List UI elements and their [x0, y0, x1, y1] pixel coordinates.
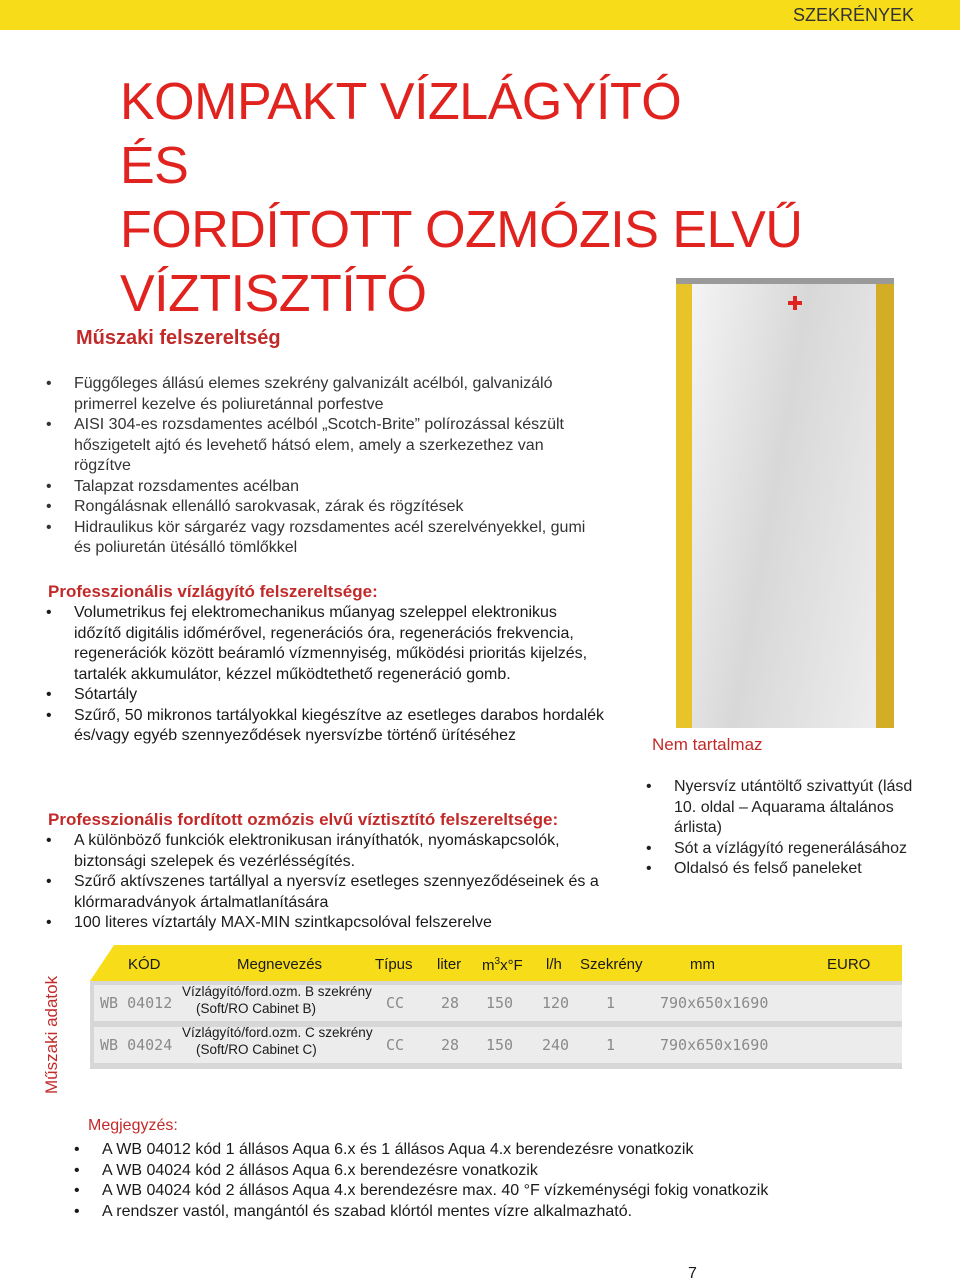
cell-name-line2: (Soft/RO Cabinet B): [196, 1001, 317, 1016]
col-header-type: Típus: [375, 956, 413, 973]
cell-code: WB 04024: [100, 1036, 173, 1054]
list-item: • Szűrő aktívszenes tartállyal a nyersvíz esetleges szennyeződéseinek és a klórmaradványok ártalmatlanítására: [46, 872, 606, 913]
section-label: SZEKRÉNYEK: [792, 5, 914, 25]
table-header: [90, 945, 902, 981]
cell-liter: 28: [441, 994, 460, 1012]
cell-capacity: 150: [486, 994, 514, 1012]
list-item: • A különböző funkciók elektronikusan irányíthatók, nyomáskapcsolók, biztonsági szelepek és vezérlésségítés.: [46, 831, 606, 872]
list-item: • Talapzat rozsdamentes acélban: [46, 477, 586, 498]
tech-equipment-heading: Műszaki felszereltség: [76, 327, 281, 349]
list-item: • Sót a vízlágyító regenerálásához: [646, 839, 916, 860]
not-included-list: [646, 777, 916, 880]
col-header-liter: liter: [437, 956, 462, 973]
list-item: • 100 literes víztartály MAX-MIN szintkapcsolóval felszerelve: [46, 913, 606, 934]
cell-cabinet: 1: [606, 1036, 616, 1054]
ro-list: [46, 831, 606, 934]
cell-type: CC: [386, 994, 405, 1012]
softener-heading: Professzionális vízlágyító felszereltsége:: [48, 582, 378, 601]
tech-data-vertical-label: Műszaki adatok: [42, 975, 61, 1094]
page-number: 7: [688, 1265, 697, 1282]
notes-list: [74, 1140, 894, 1222]
cell-name-line1: Vízlágyító/ford.ozm. B szekrény: [182, 984, 372, 999]
cabinet-side-frame: [676, 278, 692, 728]
col-header-name: Megnevezés: [237, 956, 323, 973]
col-header-flow: l/h: [546, 956, 562, 973]
title-line-1: KOMPAKT VÍZLÁGYÍTÓ: [120, 73, 682, 131]
cell-flow: 120: [542, 994, 570, 1012]
col-header-mm: mm: [690, 956, 715, 973]
cell-cabinet: 1: [606, 994, 616, 1012]
cell-liter: 28: [441, 1036, 460, 1054]
cell-mm: 790x650x1690: [660, 1036, 769, 1054]
list-item: • Hidraulikus kör sárgaréz vagy rozsdamentes acél szerelvényekkel, gumi és poliuretán ütésálló tömlőkkel: [46, 518, 586, 559]
list-item: • Oldalsó és felső paneleket: [646, 859, 916, 880]
cell-name-line2: (Soft/RO Cabinet C): [196, 1042, 317, 1057]
list-item: • A WB 04024 kód 2 állásos Aqua 4.x berendezésre max. 40 °F vízkeménységi fokig vonatkozik: [74, 1181, 894, 1202]
col-header-cabinet: Szekrény: [580, 956, 643, 973]
ro-heading: Professzionális fordított ozmózis elvű víztisztító felszereltsége:: [48, 810, 559, 829]
list-item: • Sótartály: [46, 685, 606, 706]
cabinet-image: [676, 278, 894, 728]
col-header-capacity: $m^3x^\circ F$: [482, 956, 523, 974]
not-included-heading: Nem tartalmaz: [652, 735, 763, 754]
list-item: • A WB 04012 kód 1 állásos Aqua 6.x és 1 állásos Aqua 4.x berendezésre vonatkozik: [74, 1140, 894, 1161]
list-item: • Függőleges állású elemes szekrény galvanizált acélból, galvanizáló primerrel kezelve és poliuretánnal porfestve: [46, 374, 586, 415]
col-header-code: KÓD: [128, 956, 161, 973]
cell-type: CC: [386, 1036, 405, 1054]
first-aid-cross-icon: [788, 296, 802, 310]
spec-table: [90, 945, 902, 1069]
tech-equipment-list: [46, 374, 586, 559]
list-item: • AISI 304-es rozsdamentes acélból „Scotch-Brite” polírozással készült hőszigetelt ajtó és levehető hátsó elem, amely a szerkezethez van rögzítve: [46, 415, 586, 477]
cell-capacity: 150: [486, 1036, 514, 1054]
col-header-euro: EURO: [827, 956, 871, 973]
title-line-3: FORDÍTOTT OZMÓZIS ELVŰ: [120, 201, 803, 259]
cabinet-door: [692, 284, 876, 728]
softener-list: [46, 603, 606, 747]
cell-name-line1: Vízlágyító/ford.ozm. C szekrény: [182, 1025, 373, 1040]
list-item: • Szűrő, 50 mikronos tartályokkal kiegészítve az esetleges darabos hordalék és/vagy egyéb szennyeződések nyersvízbe történő ürítéséhez: [46, 706, 606, 747]
list-item: • Nyersvíz utántöltő szivattyút (lásd 10. oldal – Aquarama általános árlista): [646, 777, 916, 839]
title-line-4: VÍZTISZTÍTÓ: [120, 265, 427, 323]
notes-heading: Megjegyzés:: [88, 1117, 178, 1134]
list-item: • Rongálásnak ellenálló sarokvasak, zárak és rögzítések: [46, 497, 586, 518]
cabinet-side-frame: [876, 278, 894, 728]
list-item: • A rendszer vastól, mangántól és szabad klórtól mentes vízre alkalmazható.: [74, 1202, 894, 1223]
list-item: • A WB 04024 kód 2 állásos Aqua 6.x berendezésre vonatkozik: [74, 1161, 894, 1182]
list-item: • Volumetrikus fej elektromechanikus műanyag szeleppel elektronikus időzítő digitális időmérővel, regenerációs óra, regenerációs frekvencia, regenerációk között beáramló vízmennyiség, működési prioritás kijelzés, tartalék akkumulátor, kézzel működtethető regeneráció gomb.: [46, 603, 606, 685]
cell-mm: 790x650x1690: [660, 994, 769, 1012]
cabinet-top: [676, 278, 894, 284]
cell-code: WB 04012: [100, 994, 173, 1012]
cell-flow: 240: [542, 1036, 570, 1054]
title-line-2: ÉS: [120, 137, 189, 195]
